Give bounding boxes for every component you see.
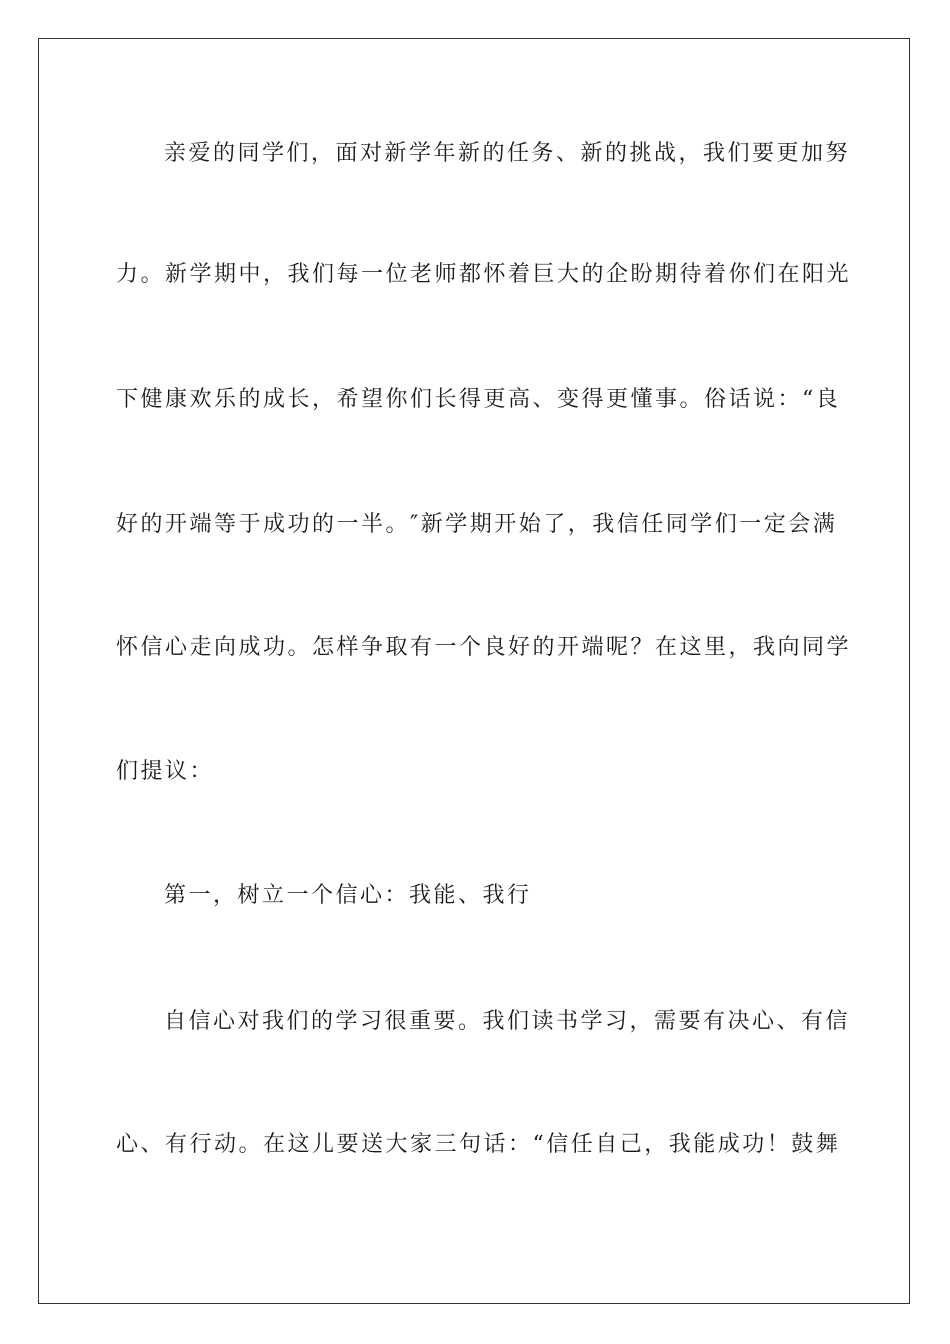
paragraph-2-line-2: 心、有行动。在这儿要送大家三句话：“信任自己，我能成功！鼓舞	[116, 1132, 841, 1157]
section-heading: 第一，树立一个信心：我能、我行	[164, 883, 532, 908]
paragraph-1-line-4: 好的开端等于成功的一半。″新学期开始了，我信任同学们一定会满	[116, 512, 838, 537]
paragraph-1-line-3: 下健康欢乐的成长，希望你们长得更高、变得更懂事。俗话说：“良	[116, 387, 841, 412]
paragraph-1-line-2: 力。新学期中，我们每一位老师都怀着巨大的企盼期待着你们在阳光	[116, 262, 852, 287]
page-frame	[38, 38, 910, 1304]
paragraph-1-line-6: 们提议：	[116, 759, 215, 784]
paragraph-1-line-5: 怀信心走向成功。怎样争取有一个良好的开端呢？在这里，我向同学	[116, 635, 852, 660]
paragraph-2-line-1: 自信心对我们的学习很重要。我们读书学习，需要有决心、有信	[164, 1009, 851, 1034]
paragraph-1-line-1: 亲爱的同学们，面对新学年新的任务、新的挑战，我们要更加努	[164, 141, 851, 166]
